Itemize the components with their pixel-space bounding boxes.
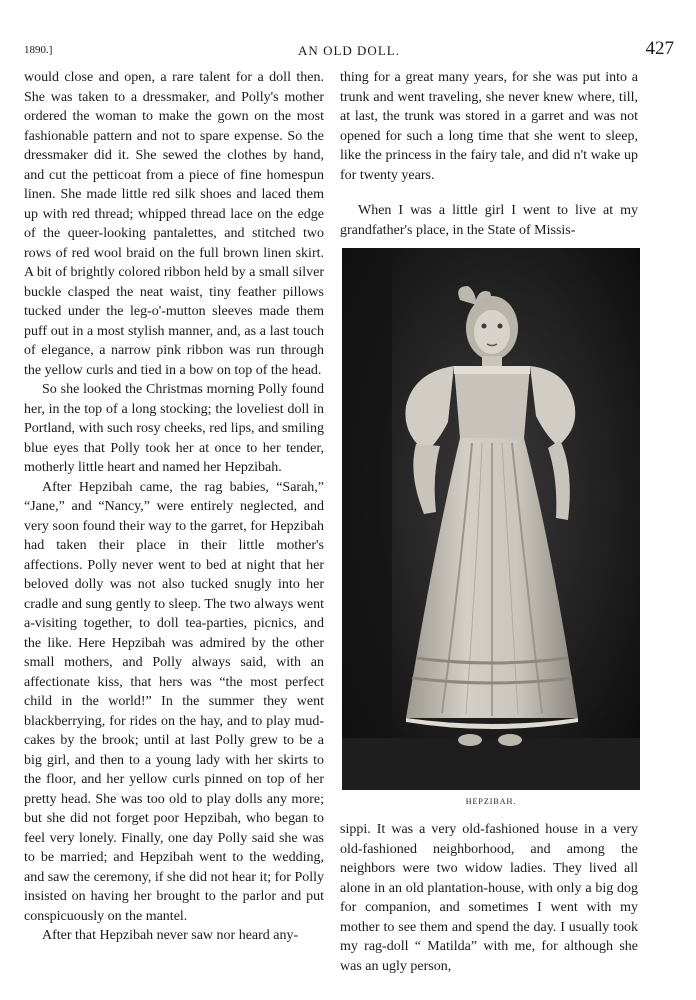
figure-caption: HEPZIBAH. [465, 797, 517, 806]
left-column [24, 68, 324, 946]
right-column-top [340, 68, 638, 240]
paragraph: sippi. It was a very old-fashioned house in a very old-fashioned neighborhood, and among the neighbors were two widow ladies. They lived all alone in an old plantation-house, with only a big dog for companion, and sometimes I went with my mother to see them and spend the day. I usually took my rag-doll “ Matilda” with me, for although she was an ugly person, [340, 822, 638, 974]
header-title: AN OLD DOLL. [298, 43, 400, 58]
header-year: 1890.] [24, 44, 53, 56]
doll-illustration [342, 248, 640, 790]
page-number: 427 [645, 38, 674, 59]
paragraph: When I was a little girl I went to live at my grandfather's place, in the State of Missis- [340, 203, 638, 238]
paragraph: After Hepzibah came, the rag babies, “Sarah,” “Jane,” and “Nancy,” were entirely neglected, and very soon found their way to the garret, for Hepzibah had taken their place in their little mother's affections. Polly never went to bed at night that her beloved dolly was not also tucked snugly into her cradle and sung gently to sleep. The two always went a-visiting together, to doll tea-parties, picnics, and the like. Here Hepzibah was admired by the other small mothers, and Polly always said, with an affectionate kiss, that hers was “the most perfect child in the world!” In the summer they went blackberrying, for rides on the hay, and to play mud-cakes by the brook; until at last Polly grew to be a big girl, and then to a young lady with her skirts to the floor, and her yellow curls pinned on top of her pretty head. She was too old to play dolls any more; but she did not forget poor Hepzibah, who began to feel very lonely. Finally, one day Polly said she was to be married; and Hepzibah went to the wedding, and saw the ceremony, if she did not hear it; for Polly insisted on having her brought to the parlor and put conspicuously on the mantel. [24, 479, 325, 924]
paragraph: thing for a great many years, for she was put into a trunk and went traveling, she never knew where, till, at last, the trunk was stored in a garret and was not opened for such a long time that she went to sleep, like the princess in the fairy tale, and did n't wake up for twenty years. [340, 70, 638, 183]
right-column-bottom [340, 820, 638, 976]
doll-photograph [342, 248, 640, 790]
paragraph: would close and open, a rare talent for a doll then. She was taken to a dressmaker, and Polly's mother ordered the woman to make the gown on the most fashionable pattern and not to spare expense. So the dressmaker did it. She sewed the clothes by hand, and cut the petticoat from a piece of fine homespun linen. She made little red silk shoes and laced them up with red thread; whipped thread lace on the edge of the queer-looking pantalettes, and stitched two rows of red wool braid on the full brown linen skirt. A bit of brightly colored ribbon held by a small silver buckle clasped the neat waist, tiny feather pillows tucked under the leg-o'-mutton sleeves made them puff out in a most stylish manner, and, as a last touch of elegance, a narrow pink ribbon was run through the yellow curls and tied in a bow on top of the head. [24, 70, 324, 378]
paragraph: After that Hepzibah never saw nor heard any- [42, 928, 299, 943]
paragraph: So she looked the Christmas morning Polly found her, in the top of a long stocking; the loveliest doll in Portland, with such rosy cheeks, red lips, and smiling blue eyes that Polly took her at once to her tender, motherly little heart and named her Hepzibah. [24, 382, 324, 475]
running-header [24, 38, 674, 66]
